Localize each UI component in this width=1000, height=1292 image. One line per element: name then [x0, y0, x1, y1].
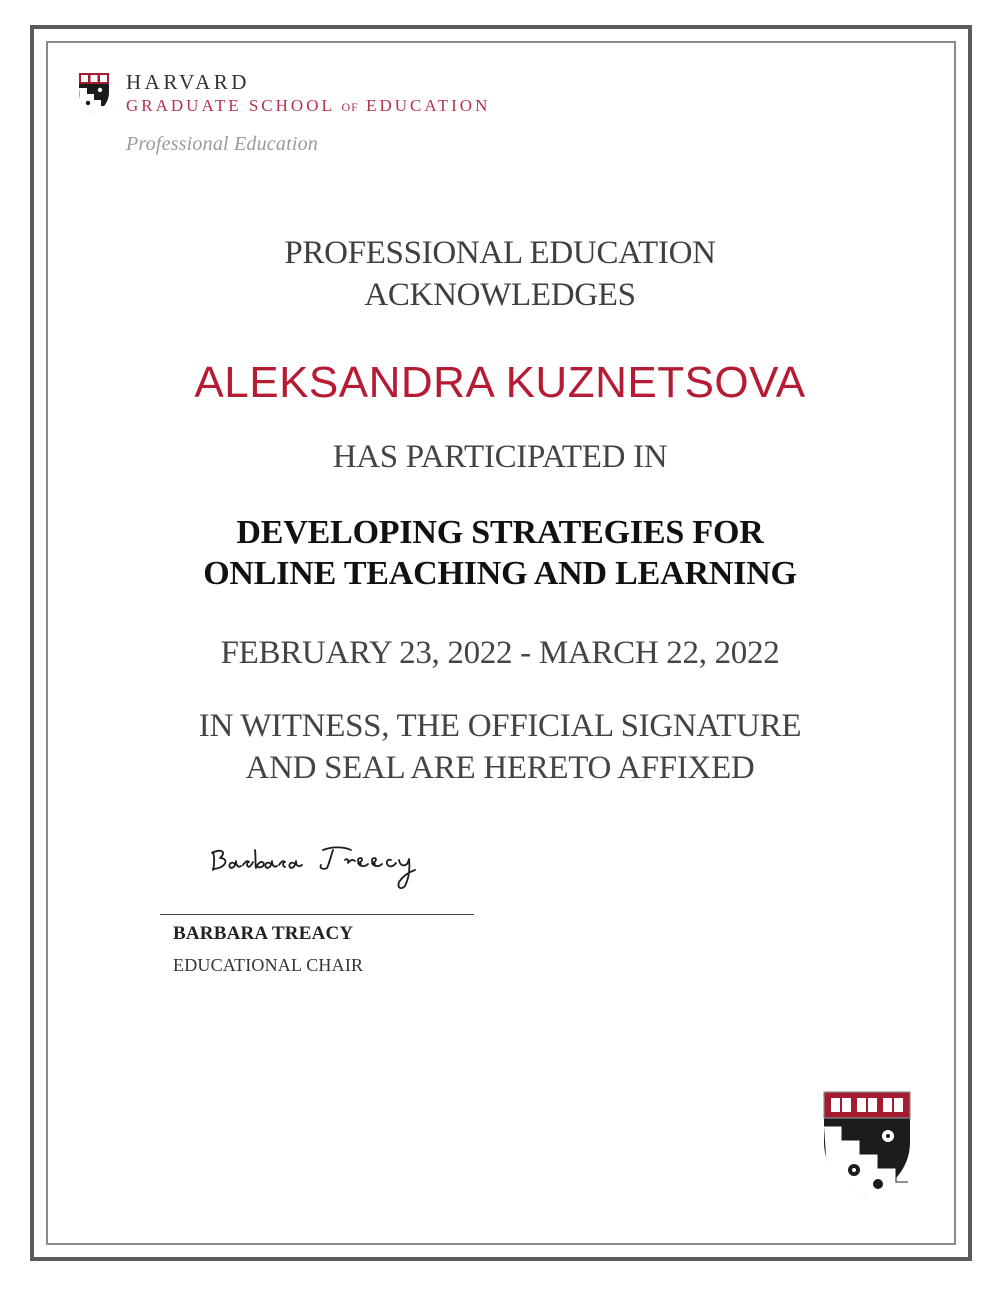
acknowledgement-heading	[0, 232, 1000, 316]
recipient-name: ALEKSANDRA KUZNETSOVA	[194, 358, 806, 407]
logo-school-part2: EDUCATION	[366, 96, 491, 115]
signatory-title: EDUCATIONAL CHAIR	[173, 955, 364, 975]
hgse-seal-icon	[822, 1090, 912, 1200]
acknowledgement-line-1: PROFESSIONAL EDUCATION	[284, 235, 716, 271]
course-title-line-2: ONLINE TEACHING AND LEARNING	[203, 555, 797, 592]
logo-school-of: OF	[341, 100, 359, 114]
handwritten-signature	[205, 838, 445, 894]
acknowledgement-line-2: ACKNOWLEDGES	[364, 277, 636, 313]
logo-harvard-text: HARVARD	[126, 70, 250, 94]
participation-text: HAS PARTICIPATED IN	[332, 439, 668, 475]
witness-statement	[0, 705, 1000, 789]
course-title	[0, 512, 1000, 594]
signature-line	[160, 914, 474, 915]
course-dates: FEBRUARY 23, 2022 - MARCH 22, 2022	[220, 635, 780, 671]
course-title-line-1: DEVELOPING STRATEGIES FOR	[236, 514, 764, 551]
witness-line-2: AND SEAL ARE HERETO AFFIXED	[245, 750, 755, 786]
logo-school-part1: GRADUATE SCHOOL	[126, 96, 335, 115]
logo-wordmark	[126, 70, 490, 156]
signatory-name: BARBARA TREACY	[173, 923, 354, 944]
logo-school-text	[126, 95, 490, 118]
witness-line-1: IN WITNESS, THE OFFICIAL SIGNATURE	[198, 708, 802, 744]
harvard-shield-icon	[78, 72, 110, 114]
logo-division-text: Professional Education	[126, 133, 318, 155]
